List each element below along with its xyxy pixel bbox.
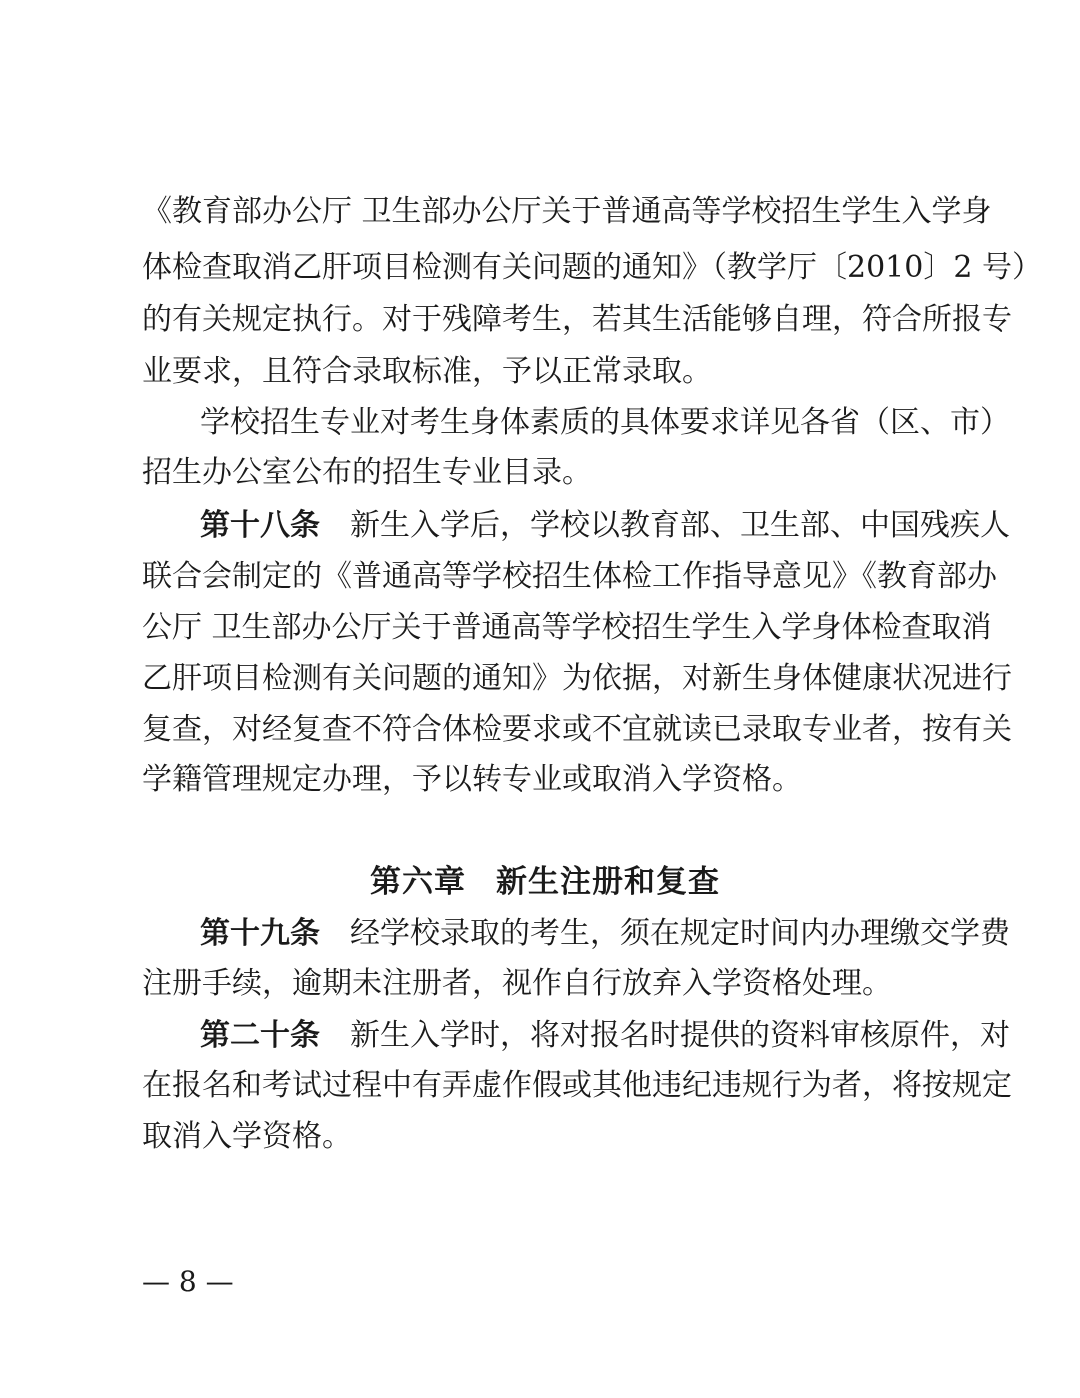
chapter-number: 第六章 (370, 864, 466, 900)
page-number: — 8 — (142, 1265, 234, 1298)
text-line: 《教育部办公厅 卫生部办公厅关于普通高等学校招生学生入学身 (142, 194, 992, 229)
text-span: 新生入学后，学校以教育部、卫生部、中国残疾人 (350, 508, 1010, 543)
text-line: 在报名和考试过程中有弄虚作假或其他违纪违规行为者，将按规定 (142, 1068, 1012, 1103)
text-line: 学籍管理规定办理，予以转专业或取消入学资格。 (142, 762, 802, 797)
text-line: 注册手续，逾期未注册者，视作自行放弃入学资格处理。 (142, 966, 892, 1001)
chapter-title: 新生注册和复查 (496, 864, 720, 900)
text-line: 的有关规定执行。对于残障考生，若其生活能够自理，符合所报专 (142, 302, 1012, 337)
text-line: 联合会制定的《普通高等学校招生体检工作指导意见》《教育部办 (142, 559, 997, 594)
article-20-first-line (200, 1013, 1010, 1059)
article-19-first-line (200, 911, 1010, 957)
text-span: 经学校录取的考生，须在规定时间内办理缴交学费 (350, 916, 1010, 951)
article-18-first-line (200, 503, 1010, 549)
text-line: 乙肝项目检测有关问题的通知》为依据，对新生身体健康状况进行 (142, 661, 1012, 696)
text-span: 新生入学时，将对报名时提供的资料审核原件，对 (350, 1018, 1010, 1053)
article-19-title: 第十九条 (200, 916, 320, 951)
text-line: 学校招生专业对考生身体素质的具体要求详见各省（区、市） (200, 405, 1010, 440)
text-line: 取消入学资格。 (142, 1119, 352, 1154)
text-line: 业要求，且符合录取标准，予以正常录取。 (142, 354, 712, 389)
article-18-title: 第十八条 (200, 508, 320, 543)
text-line: 公厅 卫生部办公厅关于普通高等学校招生学生入学身体检查取消 (142, 610, 992, 645)
text-line: 复查，对经复查不符合体检要求或不宜就读已录取专业者，按有关 (142, 712, 1012, 747)
text-line: 体检查取消乙肝项目检测有关问题的通知》（教学厅〔2010〕2 号） (142, 250, 1042, 285)
chapter-heading (142, 859, 948, 905)
article-20-title: 第二十条 (200, 1018, 320, 1053)
text-line: 招生办公室公布的招生专业目录。 (142, 455, 592, 490)
